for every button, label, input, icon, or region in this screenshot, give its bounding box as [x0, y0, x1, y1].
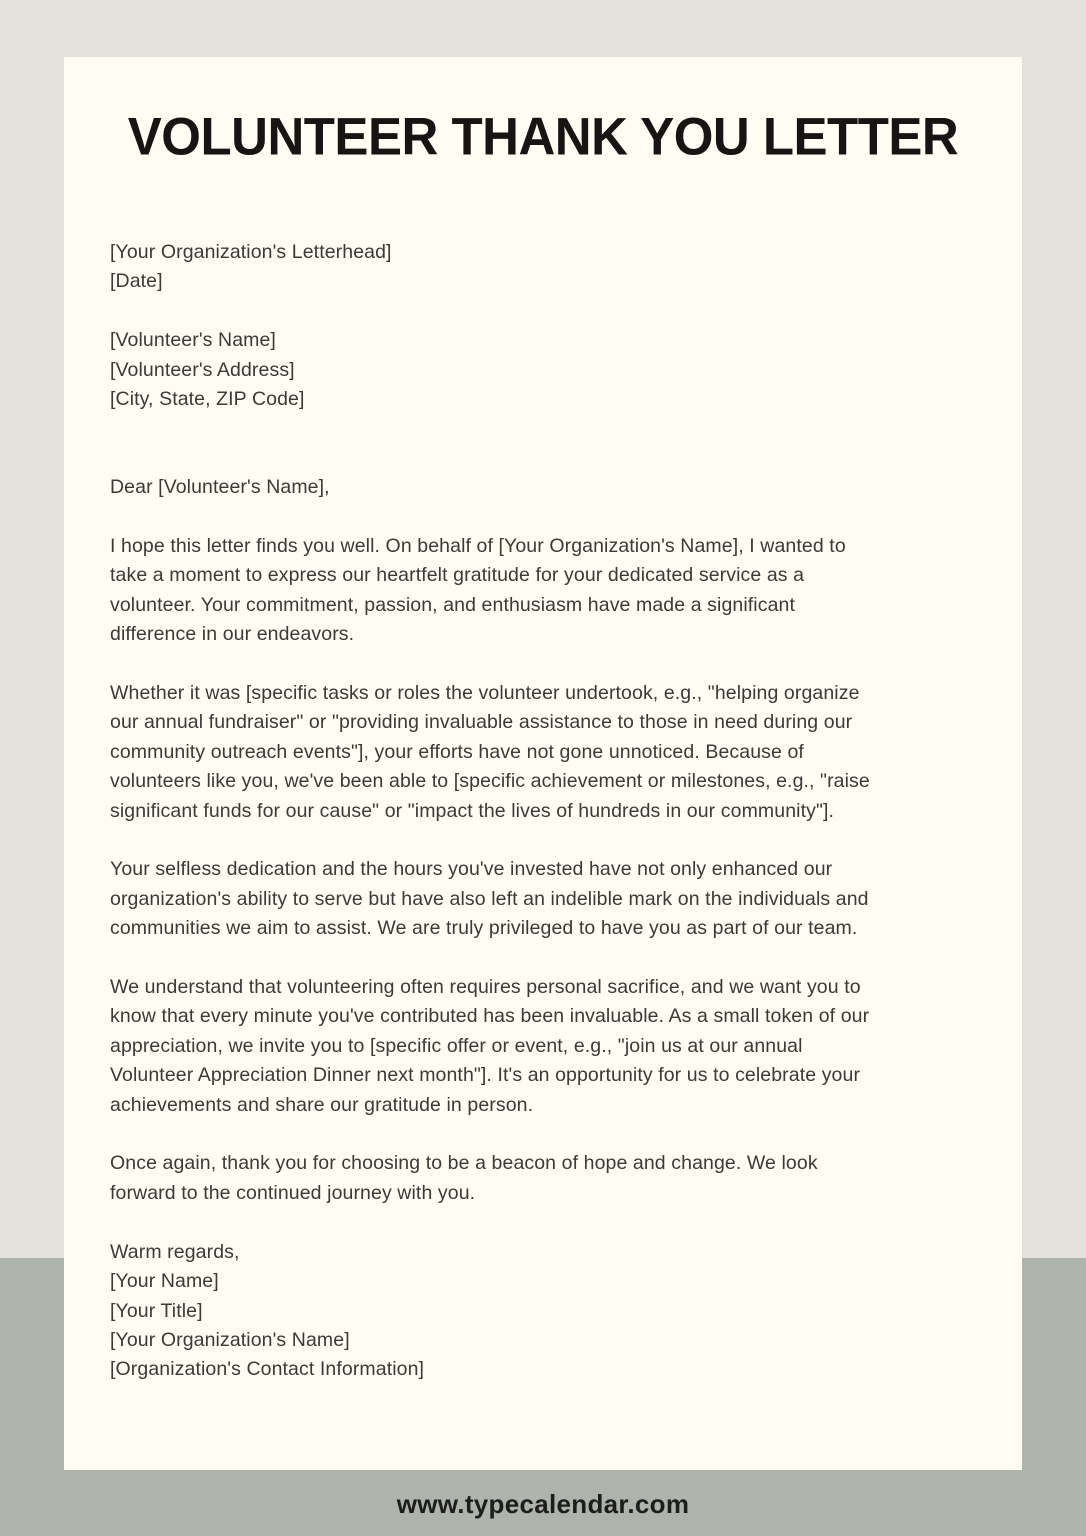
- letter-line: I hope this letter finds you well. On behalf of [Your Organization's Name], I wanted to: [110, 535, 846, 558]
- footer-website-text: www.typecalendar.com: [396, 1488, 690, 1519]
- page-title: VOLUNTEER THANK YOU LETTER: [127, 106, 959, 167]
- letter-line: [Your Name]: [110, 1270, 219, 1293]
- letter-line: our annual fundraiser" or "providing invaluable assistance to those in need during our: [110, 711, 853, 734]
- letter-line: know that every minute you've contributed has been invaluable. As a small token of our: [110, 1005, 870, 1028]
- letter-block: [110, 532, 979, 650]
- letter-line: achievements and share our gratitude in person.: [110, 1093, 534, 1116]
- letter-line: appreciation, we invite you to [specific offer or event, e.g., "join us at our annual: [110, 1034, 803, 1057]
- letter-block: [110, 238, 979, 297]
- letter-line: Dear [Volunteer's Name],: [110, 476, 330, 499]
- letter-line: [Volunteer's Address]: [110, 358, 295, 381]
- letter-line: volunteers like you, we've been able to [specific achievement or milestones, e.g., "raise: [110, 770, 870, 793]
- letter-line: organization's ability to serve but have also left an indelible mark on the individuals and: [110, 887, 869, 910]
- letter-line: Warm regards,: [110, 1240, 240, 1263]
- letter-block: [110, 1149, 979, 1208]
- letter-block: [110, 855, 979, 943]
- letter-line: [Your Organization's Letterhead]: [110, 241, 392, 263]
- letter-line: Whether it was [specific tasks or roles the volunteer undertook, e.g., "helping organize: [110, 682, 860, 705]
- letter-page: [64, 57, 1022, 1470]
- letter-body: [110, 238, 979, 1385]
- letter-line: volunteer. Your commitment, passion, and enthusiasm have made a significant: [110, 593, 795, 616]
- letter-line: Volunteer Appreciation Dinner next month"]. It's an opportunity for us to celebrate your: [110, 1064, 861, 1087]
- letter-line: difference in our endeavors.: [110, 623, 355, 646]
- letter-line: [Your Organization's Name]: [110, 1328, 350, 1351]
- letter-block: [110, 473, 979, 502]
- letter-block: [110, 326, 979, 414]
- letter-block: [110, 679, 979, 826]
- footer-bar: [0, 1472, 1086, 1536]
- letter-line: [Your Title]: [110, 1299, 203, 1322]
- letter-line: significant funds for our cause" or "impact the lives of hundreds in our community"].: [110, 799, 835, 822]
- letter-line: forward to the continued journey with you.: [110, 1181, 476, 1204]
- letter-block: [110, 1238, 979, 1385]
- letter-block: [110, 973, 979, 1120]
- letter-line: communities we aim to assist. We are truly privileged to have you as part of our team.: [110, 917, 858, 940]
- letter-line: Your selfless dedication and the hours you've invested have not only enhanced our: [110, 858, 833, 881]
- letter-line: [City, State, ZIP Code]: [110, 388, 305, 411]
- letter-line: [Date]: [110, 270, 163, 293]
- letter-line: We understand that volunteering often requires personal sacrifice, and we want you to: [110, 976, 861, 999]
- letter-line: Once again, thank you for choosing to be a beacon of hope and change. We look: [110, 1152, 818, 1175]
- letter-line: take a moment to express our heartfelt gratitude for your dedicated service as a: [110, 564, 805, 587]
- letter-line: [Volunteer's Name]: [110, 329, 276, 352]
- letter-line: [Organization's Contact Information]: [110, 1358, 425, 1381]
- letter-line: community outreach events"], your efforts have not gone unnoticed. Because of: [110, 740, 804, 763]
